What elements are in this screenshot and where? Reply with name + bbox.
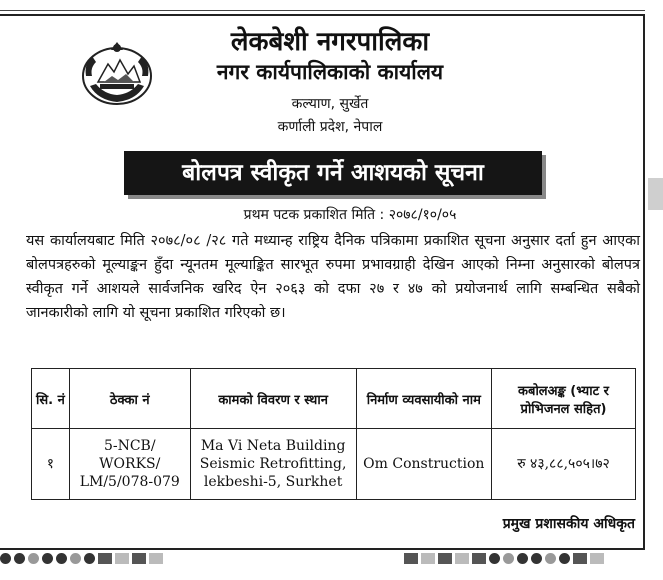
- address-line-1: कल्याण, सुर्खेत: [291, 96, 369, 112]
- municipality-name: लेकबेशी नगरपालिका: [230, 27, 430, 57]
- decorative-dots-right: [404, 553, 604, 567]
- col-header-sn: सि. नं: [32, 369, 70, 429]
- col-header-amount: कबोलअङ्क (भ्याट र प्रोभिजनल सहित): [492, 369, 636, 429]
- cell-contract-no: 5-NCB/ WORKS/ LM/5/078-079: [69, 429, 190, 500]
- address-line-2: कर्णाली प्रदेश, नेपाल: [277, 119, 383, 135]
- table-row: [32, 429, 636, 500]
- cell-description: Ma Vi Neta Building Seismic Retrofitting, lekbeshi-5, Surkhet: [190, 429, 356, 500]
- col-header-description: कामको विवरण र स्थान: [190, 369, 356, 429]
- table-header-row: [32, 369, 636, 429]
- cell-sn: १: [32, 429, 70, 500]
- cell-contractor: Om Construction: [356, 429, 491, 500]
- decorative-dots-left: [0, 553, 163, 567]
- notice-title-banner: बोलपत्र स्वीकृत गर्ने आशयको सूचना: [124, 151, 542, 195]
- government-emblem-icon: [78, 36, 156, 110]
- cell-amount: रु ४३,८८,५०५।७२: [492, 429, 636, 500]
- notice-body: यस कार्यालयबाट मिति २०७८/०८ /२८ गते मध्यान्ह राष्ट्रिय दैनिक पत्रिकामा प्रकाशित सूचना अनुसार दर्ता हुन आएका बोलपत्रहरुको मूल्याङ्कन हुँदा न्यूनतम मूल्याङ्कित सारभूत रुपमा प्रभावग्राही देखिन आएको निम्ना अनुसारको बोलपत्र स्वीकृत गर्ने आशयले सार्वजनिक खरिद ऐन २०६३ को दफा २७ र ४७ को प्रयोजनार्थ लागि सम्बन्धित सबैको जानकारीको लागि यो सूचना प्रकाशित गरिएको छ।: [26, 233, 640, 321]
- col-header-contractor: निर्माण व्यवसायीको नाम: [356, 369, 491, 429]
- top-border: [0, 0, 645, 11]
- signatory-title: प्रमुख प्रशासकीय अधिकृत: [502, 516, 635, 532]
- award-table: [31, 368, 636, 500]
- office-name: नगर कार्यपालिकाको कार्यालय: [216, 60, 444, 84]
- col-header-contract-no: ठेक्का नं: [69, 369, 190, 429]
- scrollbar-thumb[interactable]: [648, 178, 663, 210]
- publication-date: प्रथम पटक प्रकाशित मिति : २०७८/१०/०५: [243, 207, 457, 223]
